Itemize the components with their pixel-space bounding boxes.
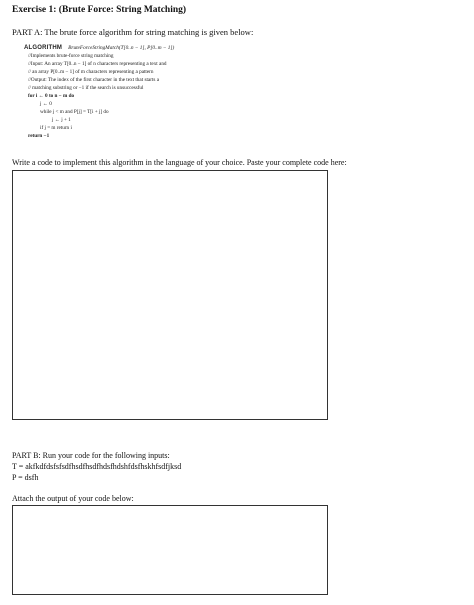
algorithm-header	[24, 44, 324, 52]
algorithm-keyword: ALGORITHM	[24, 45, 63, 51]
attach-output-prompt: Attach the output of your code below:	[12, 494, 134, 503]
pattern-input-value: P = dsfh	[12, 473, 39, 482]
algo-line-while: while j < m and P[j] = T[i + j] do	[40, 109, 109, 115]
algo-line-input-2: // an array P[0..m − 1] of m characters representing a pattern	[28, 69, 154, 75]
algo-line-comment-1: //Implements brute-force string matching	[28, 53, 114, 59]
algorithm-signature: BruteForceStringMatch(T[0..n − 1], P[0..m − 1])	[68, 45, 175, 51]
code-answer-box[interactable]	[12, 170, 328, 420]
algo-line-output-2: // matching substring or −1 if the search is unsuccessful	[28, 85, 144, 91]
exercise-title: Exercise 1: (Brute Force: String Matching)	[12, 5, 187, 15]
algo-line-j-init: j ← 0	[40, 101, 52, 107]
algo-line-for: for i ← 0 to n − m do	[28, 93, 75, 99]
algo-line-j-increment: j ← j + 1	[52, 117, 71, 123]
output-answer-box[interactable]	[12, 505, 328, 595]
part-b-heading: PART B: Run your code for the following inputs:	[12, 451, 170, 460]
algo-line-if: if j = m return i	[40, 125, 72, 131]
algorithm-pseudocode	[24, 44, 324, 140]
part-a-heading: PART A: The brute force algorithm for string matching is given below:	[12, 27, 254, 37]
write-code-prompt: Write a code to implement this algorithm in the language of your choice. Paste your complete code here:	[12, 158, 347, 167]
algo-line-output-1: //Output: The index of the first character in the text that starts a	[28, 77, 159, 83]
algo-line-input-1: //Input: An array T[0..n − 1] of n characters representing a text and	[28, 61, 167, 67]
text-input-value: T = akfkdfdsfsfsdfhsdfhsdfhdsfhdshfdsfhskhfsdfjksd	[12, 462, 182, 471]
algo-line-return: return −1	[28, 133, 50, 139]
